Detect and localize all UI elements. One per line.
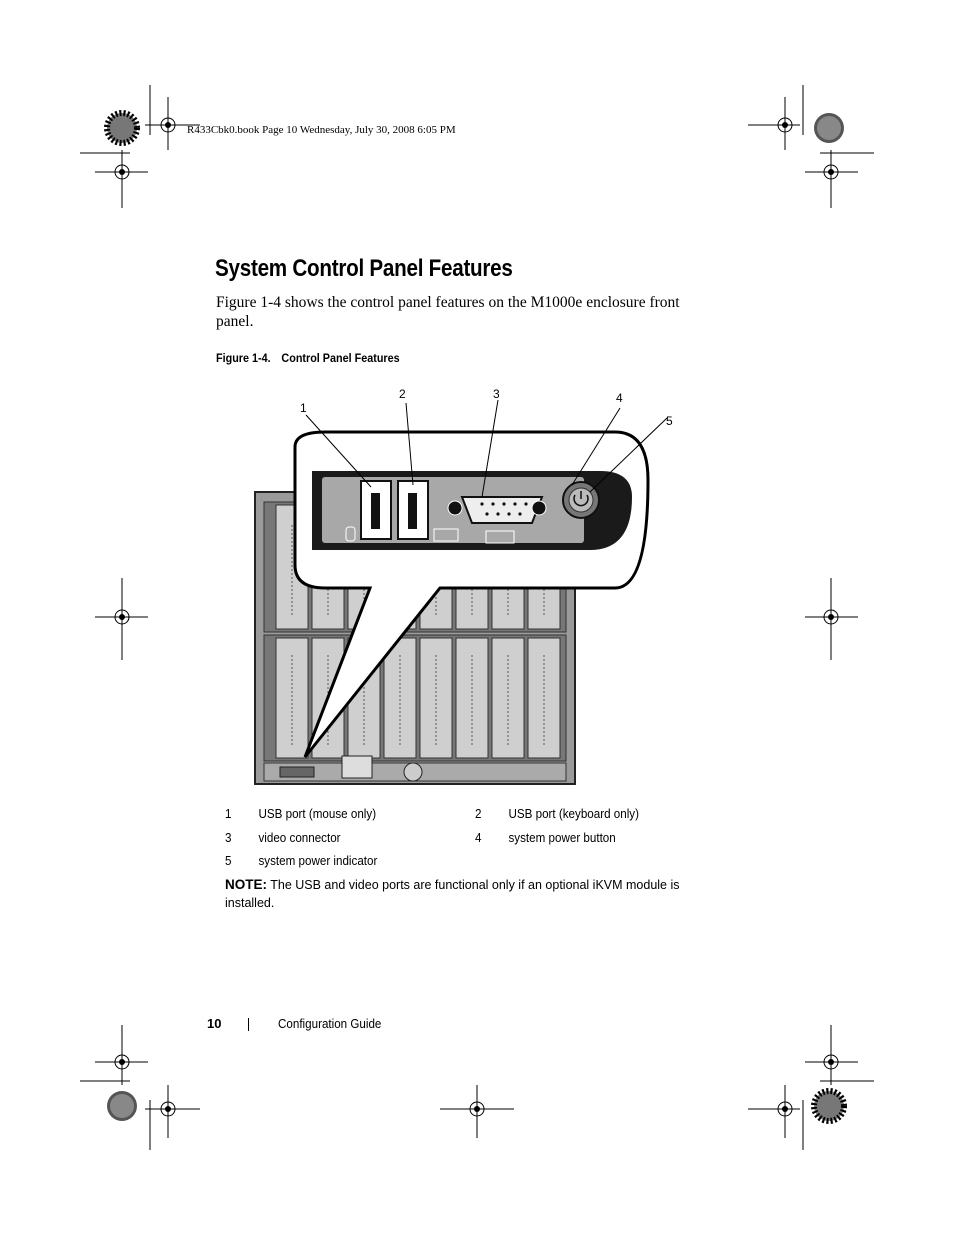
intro-paragraph: Figure 1-4 shows the control panel features on the M1000e enclosure front panel. [216, 294, 680, 330]
video-screw-right [532, 501, 546, 515]
callout-numbers [300, 387, 673, 428]
figure-number: Figure 1-4. [216, 351, 271, 365]
video-screw-left [448, 501, 462, 515]
callout-5: 5 [666, 414, 673, 428]
figure-title: Control Panel Features [281, 351, 400, 365]
legend-item: 2 USB port (keyboard only) [475, 807, 639, 821]
figure-caption [216, 351, 400, 365]
video-connector [462, 497, 542, 523]
note-text: The USB and video ports are functional only if an optional iKVM module is installed. [225, 878, 680, 910]
page-number: 10 [207, 1016, 222, 1031]
section-title: System Control Panel Features [215, 255, 513, 282]
usb-port-keyboard-slot [408, 493, 417, 529]
legend-item: 5 system power indicator [225, 854, 378, 868]
legend-item: 1 USB port (mouse only) [225, 807, 377, 821]
book-slug: R433Cbk0.book Page 10 Wednesday, July 30, 2008 6:05 PM [187, 124, 456, 136]
panel-knob [404, 763, 422, 781]
enclosure-illustration [250, 385, 680, 790]
callout-1: 1 [300, 401, 307, 415]
control-panel-ports [280, 767, 314, 777]
callout-3: 3 [493, 387, 500, 401]
callout-4: 4 [616, 391, 623, 405]
usb-port-mouse-slot [371, 493, 380, 529]
footer-doc-title: Configuration Guide [278, 1017, 382, 1031]
footer-separator [248, 1018, 249, 1031]
legend-item: 3 video connector [225, 831, 341, 845]
lcd-panel [342, 756, 372, 778]
legend-item: 4 system power button [475, 831, 616, 845]
callout-2: 2 [399, 387, 406, 401]
note [225, 876, 695, 912]
note-label: NOTE: [225, 877, 267, 892]
control-panel-figure [250, 385, 680, 790]
